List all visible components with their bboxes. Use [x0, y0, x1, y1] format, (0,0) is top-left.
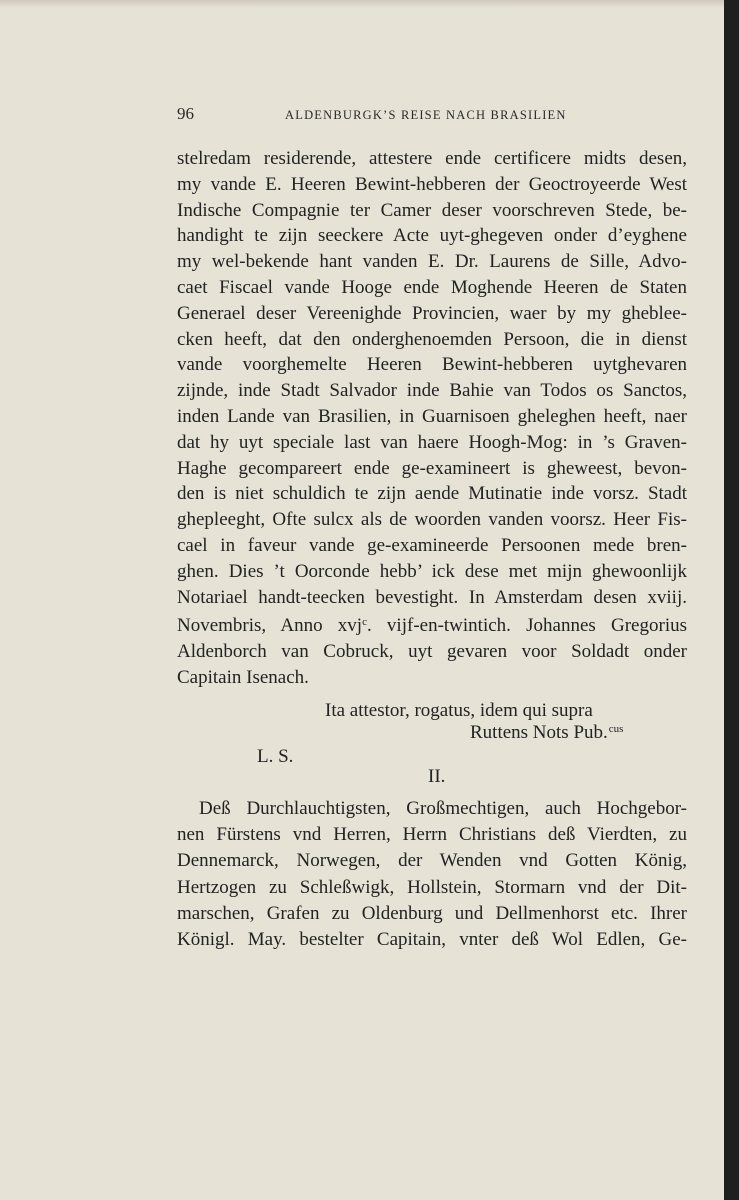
attestation-formula: Ita attestor, rogatus, idem qui supra: [325, 700, 593, 721]
text-line: inden Lande van Brasilien, in Guarnisoen gheleghen heeft, naer: [177, 405, 687, 427]
notary-name: Ruttens Nots Pub.: [470, 722, 608, 743]
text-line: cken heeft, dat den onderghenoemden Persoon, die in dienst: [177, 328, 687, 350]
text-line: stelredam residerende, attestere ende certificere midts desen,: [177, 148, 687, 169]
text-line: cael in faveur vande ge-examineerde Persoonen mede bren-: [177, 534, 687, 556]
notary-signature: [470, 722, 623, 744]
text-line-date: [177, 610, 687, 639]
page-header: [177, 104, 687, 130]
text-line: Aldenborch van Cobruck, uyt gevaren voor Soldadt onder: [177, 641, 687, 663]
text-line: marschen, Grafen zu Oldenburg und Dellmenhorst etc. Ihrer: [177, 902, 687, 924]
page-top-shadow: [0, 0, 724, 8]
text-line: Hertzogen zu Schleßwigk, Hollstein, Stormarn vnd der Dit-: [177, 876, 687, 898]
text-line: vande voorghemelte Heeren Bewint-hebberen uytghevaren: [177, 354, 687, 376]
scan-border: [724, 0, 739, 1200]
page-number: 96: [177, 104, 194, 123]
text-line: Königl. May. bestelter Capitain, vnter deß Wol Edlen, Ge-: [177, 929, 687, 951]
document-2-text: [177, 796, 687, 953]
text-line: Indische Compagnie ter Camer deser voorschreven Stede, be-: [177, 199, 687, 221]
text-line: ghen. Dies ’t Oorconde hebb’ ick dese met mijn ghewoonlijk: [177, 560, 687, 582]
date-text: Novembris, Anno xvj: [177, 615, 363, 637]
text-line: my wel-bekende hant vanden E. Dr. Laurens de Sille, Advo-: [177, 251, 687, 273]
superscript-e: c: [362, 616, 367, 629]
date-text-rest: . vijf-en-twintich. Johannes Gregorius: [366, 615, 687, 637]
running-title: ALDENBURGK’S REISE NACH BRASILIEN: [285, 108, 567, 122]
text-line: Capitain Isenach.: [177, 666, 309, 688]
text-line: my vande E. Heeren Bewint-hebberen der Geoctroyeerde West: [177, 173, 687, 195]
document-1-text: [177, 146, 687, 691]
text-line: caet Fiscael vande Hooge ende Moghende Heeren de Staten: [177, 276, 687, 298]
text-line: Haghe gecompareert ende ge-examineert is gheweest, bevon-: [177, 457, 687, 479]
text-line: zijnde, inde Stadt Salvador inde Bahie van Todos os Sanctos,: [177, 380, 687, 402]
text-line: nen Fürstens vnd Herren, Herrn Christians deß Vierdten, zu: [177, 824, 687, 846]
text-line: ghepleeght, Ofte sulcx als de woorden vanden voorsz. Heer Fis-: [177, 509, 687, 531]
text-line: den is niet schuldich te zijn aende Mutinatie inde vorsz. Stadt: [177, 483, 687, 505]
notary-superscript: cus: [608, 723, 624, 735]
locus-sigilli: L. S.: [257, 746, 294, 767]
text-line: Notariael handt-teecken bevestight. In Amsterdam desen xviij.: [177, 586, 687, 608]
text-line: Deß Durchlauchtigsten, Großmechtigen, auch Hochgebor-: [199, 798, 687, 819]
text-line: Generael deser Vereenighde Provincien, waer by my ghebleе-: [177, 302, 687, 324]
text-line: handight te zijn seeckere Acte uyt-ghegeven onder d’eyghene: [177, 225, 687, 247]
text-line: Dennemarck, Norwegen, der Wenden vnd Gotten König,: [177, 850, 687, 872]
section-numeral: II.: [428, 766, 446, 787]
text-line: dat hy uyt speciale last van haere Hoogh-Mog: in ’s Graven-: [177, 431, 687, 453]
